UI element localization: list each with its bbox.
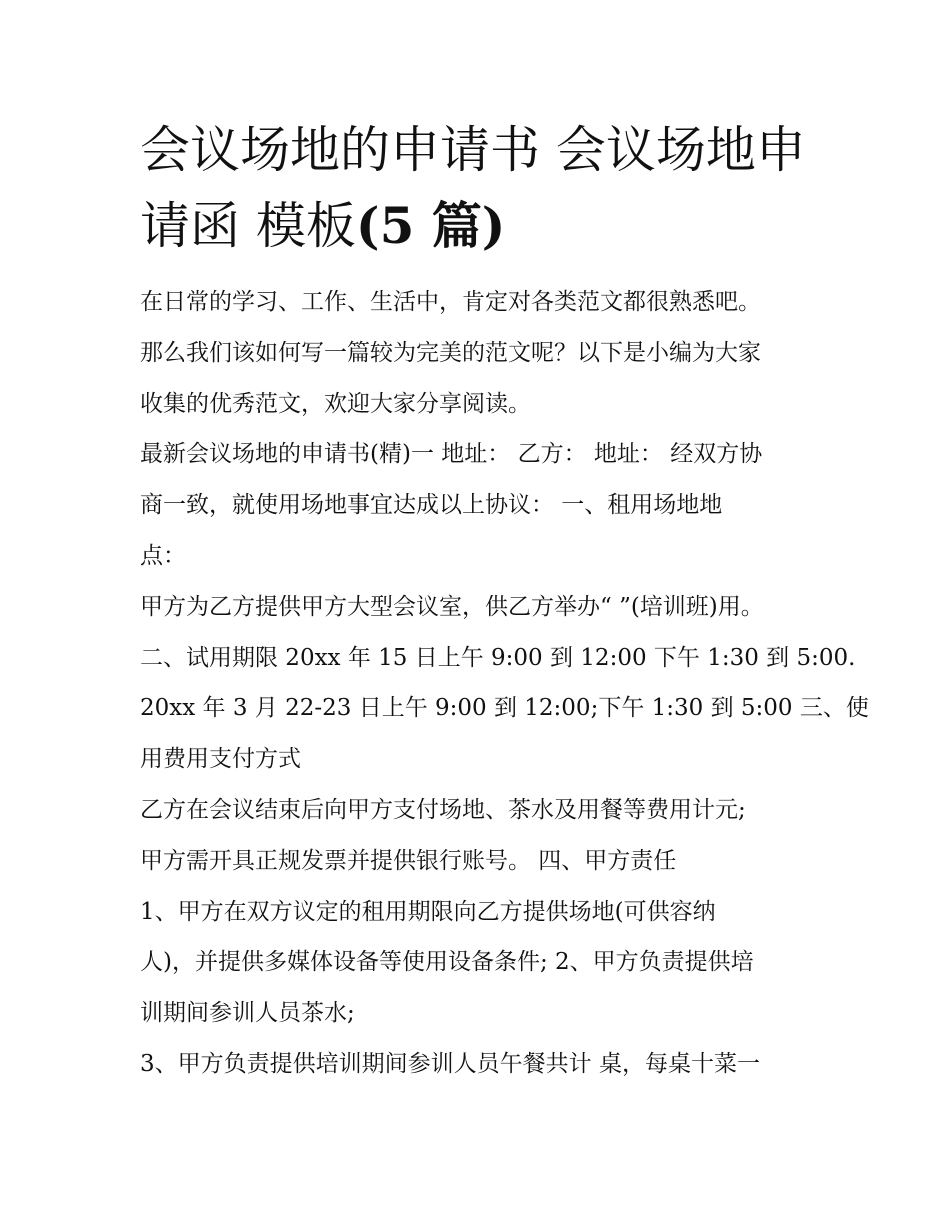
body-line: 甲方为乙方提供甲方大型会议室，供乙方举办“ ”(培训班)用。 [140,593,764,620]
body-line: 收集的优秀范文，欢迎大家分享阅读。 [140,390,531,417]
body-line: 商一致，就使用场地事宜达成以上协议： 一、租用场地地 [140,492,723,519]
body-line: 1、甲方在双方议定的租用期限向乙方提供场地(可供容纳 [140,898,716,925]
title-line-1-text: 会议场地的申请书 会议场地申 [140,121,806,179]
document-body [140,277,869,1090]
title-line-2-bold: (5 篇) [355,196,506,255]
body-line: 二、试用期限 20xx 年 15 日上午 9:00 到 12:00 下午 1:30 到 5:00. [140,644,856,671]
body-line: 人)，并提供多媒体设备等使用设备条件; 2、甲方负责提供培 [140,949,754,976]
body-line: 甲方需开具正规发票并提供银行账号。 四、甲方责任 [140,847,677,874]
title-line-1 [140,112,820,188]
body-line: 20xx 年 3 月 22-23 日上午 9:00 到 12:00;下午 1:30 到 5:00 三、使 [140,695,869,722]
body-line: 点： [140,542,186,569]
body-line: 乙方在会议结束后向甲方支付场地、茶水及用餐等费用计元; [140,796,746,823]
body-line: 用费用支付方式 [140,746,301,773]
body-line: 3、甲方负责提供培训期间参训人员午餐共计 桌，每桌十菜一 [140,1050,760,1077]
title-line-2-text: 请函 模板 [140,197,356,255]
document-title [140,112,820,264]
body-line: 最新会议场地的申请书(精)一 地址： 乙方： 地址： 经双方协 [140,441,763,468]
title-line-2 [140,188,820,264]
body-line: 在日常的学习、工作、生活中，肯定对各类范文都很熟悉吧。 [140,289,761,315]
body-line: 那么我们该如何写一篇较为完美的范文呢？以下是小编为大家 [140,339,761,366]
body-line: 训期间参训人员茶水; [140,1000,355,1027]
